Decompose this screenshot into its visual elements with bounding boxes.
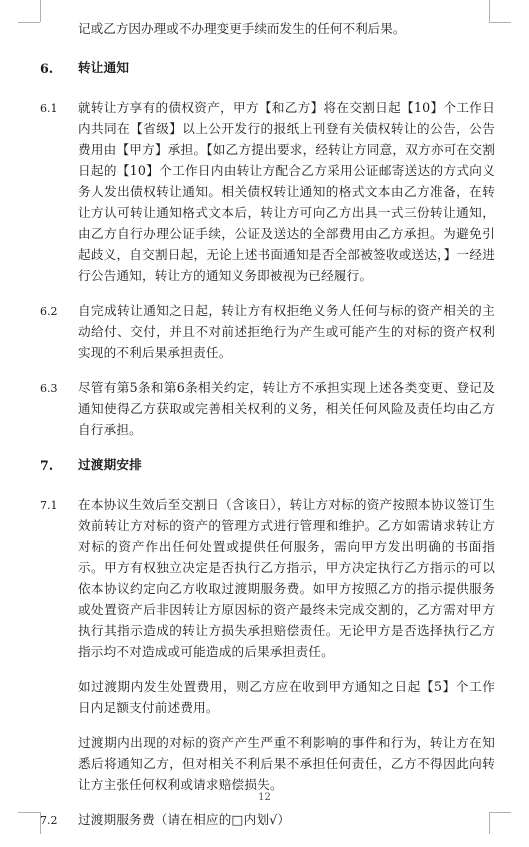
clause-6-3 xyxy=(40,377,495,440)
continuation-text: 记或乙方因办理或不办理变更手续而发生的任何不利后果。 xyxy=(78,21,406,36)
clause-text: 在本协议生效后至交割日（含该日），转让方对标的资产按照本协议签订生效前转让方对标的资产的管理方式进行管理和维护。乙方如需请求转让方对标的资产作出任何处置或提供任何服务，需向甲方发出明确的书面指示。甲方有权独立决定是否执行乙方指示，甲方决定执行乙方指示的可以依本协议约定向乙方收取过渡期服务费。如甲方按照乙方的指示提供服务或处置资产后非因转让方原因标的资产最终未完成交割的，乙方需对甲方执行其指示造成的转让方损失承担赔偿责任。无论甲方是否选择执行乙方指示均不对造成或可能造成的后果承担责任。 xyxy=(78,497,495,659)
section-heading-7 xyxy=(40,454,495,476)
clause-6-1 xyxy=(40,97,495,286)
clause-6-2 xyxy=(40,300,495,363)
crop-mark xyxy=(18,812,40,813)
clause-number: 7.2 xyxy=(40,814,58,827)
clause-text: 就转让方享有的债权资产，甲方【和乙方】将在交割日起【10】个工作日内共同在【省级】以上公开发行的报纸上刊登有关债权转让的公告，公告费用由【甲方】承担。【如乙方提出要求，经转让方同意，双方亦可在交割日起的【10】个工作日内由转让方配合乙方采用公证邮寄送达的方式向义务人发出债权转让通知。相关债权转让通知的格式文本由乙方准备，在转让方认可转让通知格式文本后，转让方可向乙方出具一式三份转让通知，由乙方自行办理公证手续，公证及送达的全部费用由乙方承担。为避免引起歧义，自交割日起，无论上述书面通知是否全部被签收或送达，】一经进行公告通知，转让方的通知义务即被视为已经履行。 xyxy=(78,100,495,283)
section-title: 过渡期安排 xyxy=(78,457,142,472)
clause-text: 尽管有第5条和第6条相关约定，转让方不承担实现上述各类变更、登记及通知使得乙方获取或完善相关权利的义务，相关任何风险及责任均由乙方自行承担。 xyxy=(78,380,495,437)
clause-number: 7.1 xyxy=(40,499,58,512)
clause-text: 自完成转让通知之日起，转让方有权拒绝义务人任何与标的资产相关的主动给付、交付，并且不对前述拒绝行为产生或可能产生的对标的资产权利实现的不利后果承担责任。 xyxy=(78,303,495,360)
clause-number: 6.2 xyxy=(40,305,58,318)
section-title: 转让通知 xyxy=(78,60,130,75)
clause-7-1-paragraph-2: 如过渡期内发生处置费用，则乙方应在收到甲方通知之日起【5】个工作日内足额支付前述费用。 xyxy=(78,679,495,715)
section-number: 6. xyxy=(40,61,54,76)
page-number: 12 xyxy=(258,792,271,803)
clause-number: 6.1 xyxy=(40,102,58,115)
crop-mark xyxy=(18,22,40,23)
page-content xyxy=(40,18,495,845)
section-heading-6 xyxy=(40,57,495,79)
clause-7-1-paragraph-3: 过渡期内出现的对标的资产产生严重不利影响的事件和行为，转让方在知悉后将通知乙方，但对相关不利后果不承担任何责任，乙方不得因此向转让方主张任何权利或请求赔偿损失。 xyxy=(78,735,495,792)
clause-number: 6.3 xyxy=(40,382,58,395)
clause-7-2 xyxy=(40,809,495,831)
clause-text: 过渡期服务费（请在相应的□内划√） xyxy=(78,812,291,827)
clause-7-1 xyxy=(40,494,495,662)
section-number: 7. xyxy=(40,458,54,473)
